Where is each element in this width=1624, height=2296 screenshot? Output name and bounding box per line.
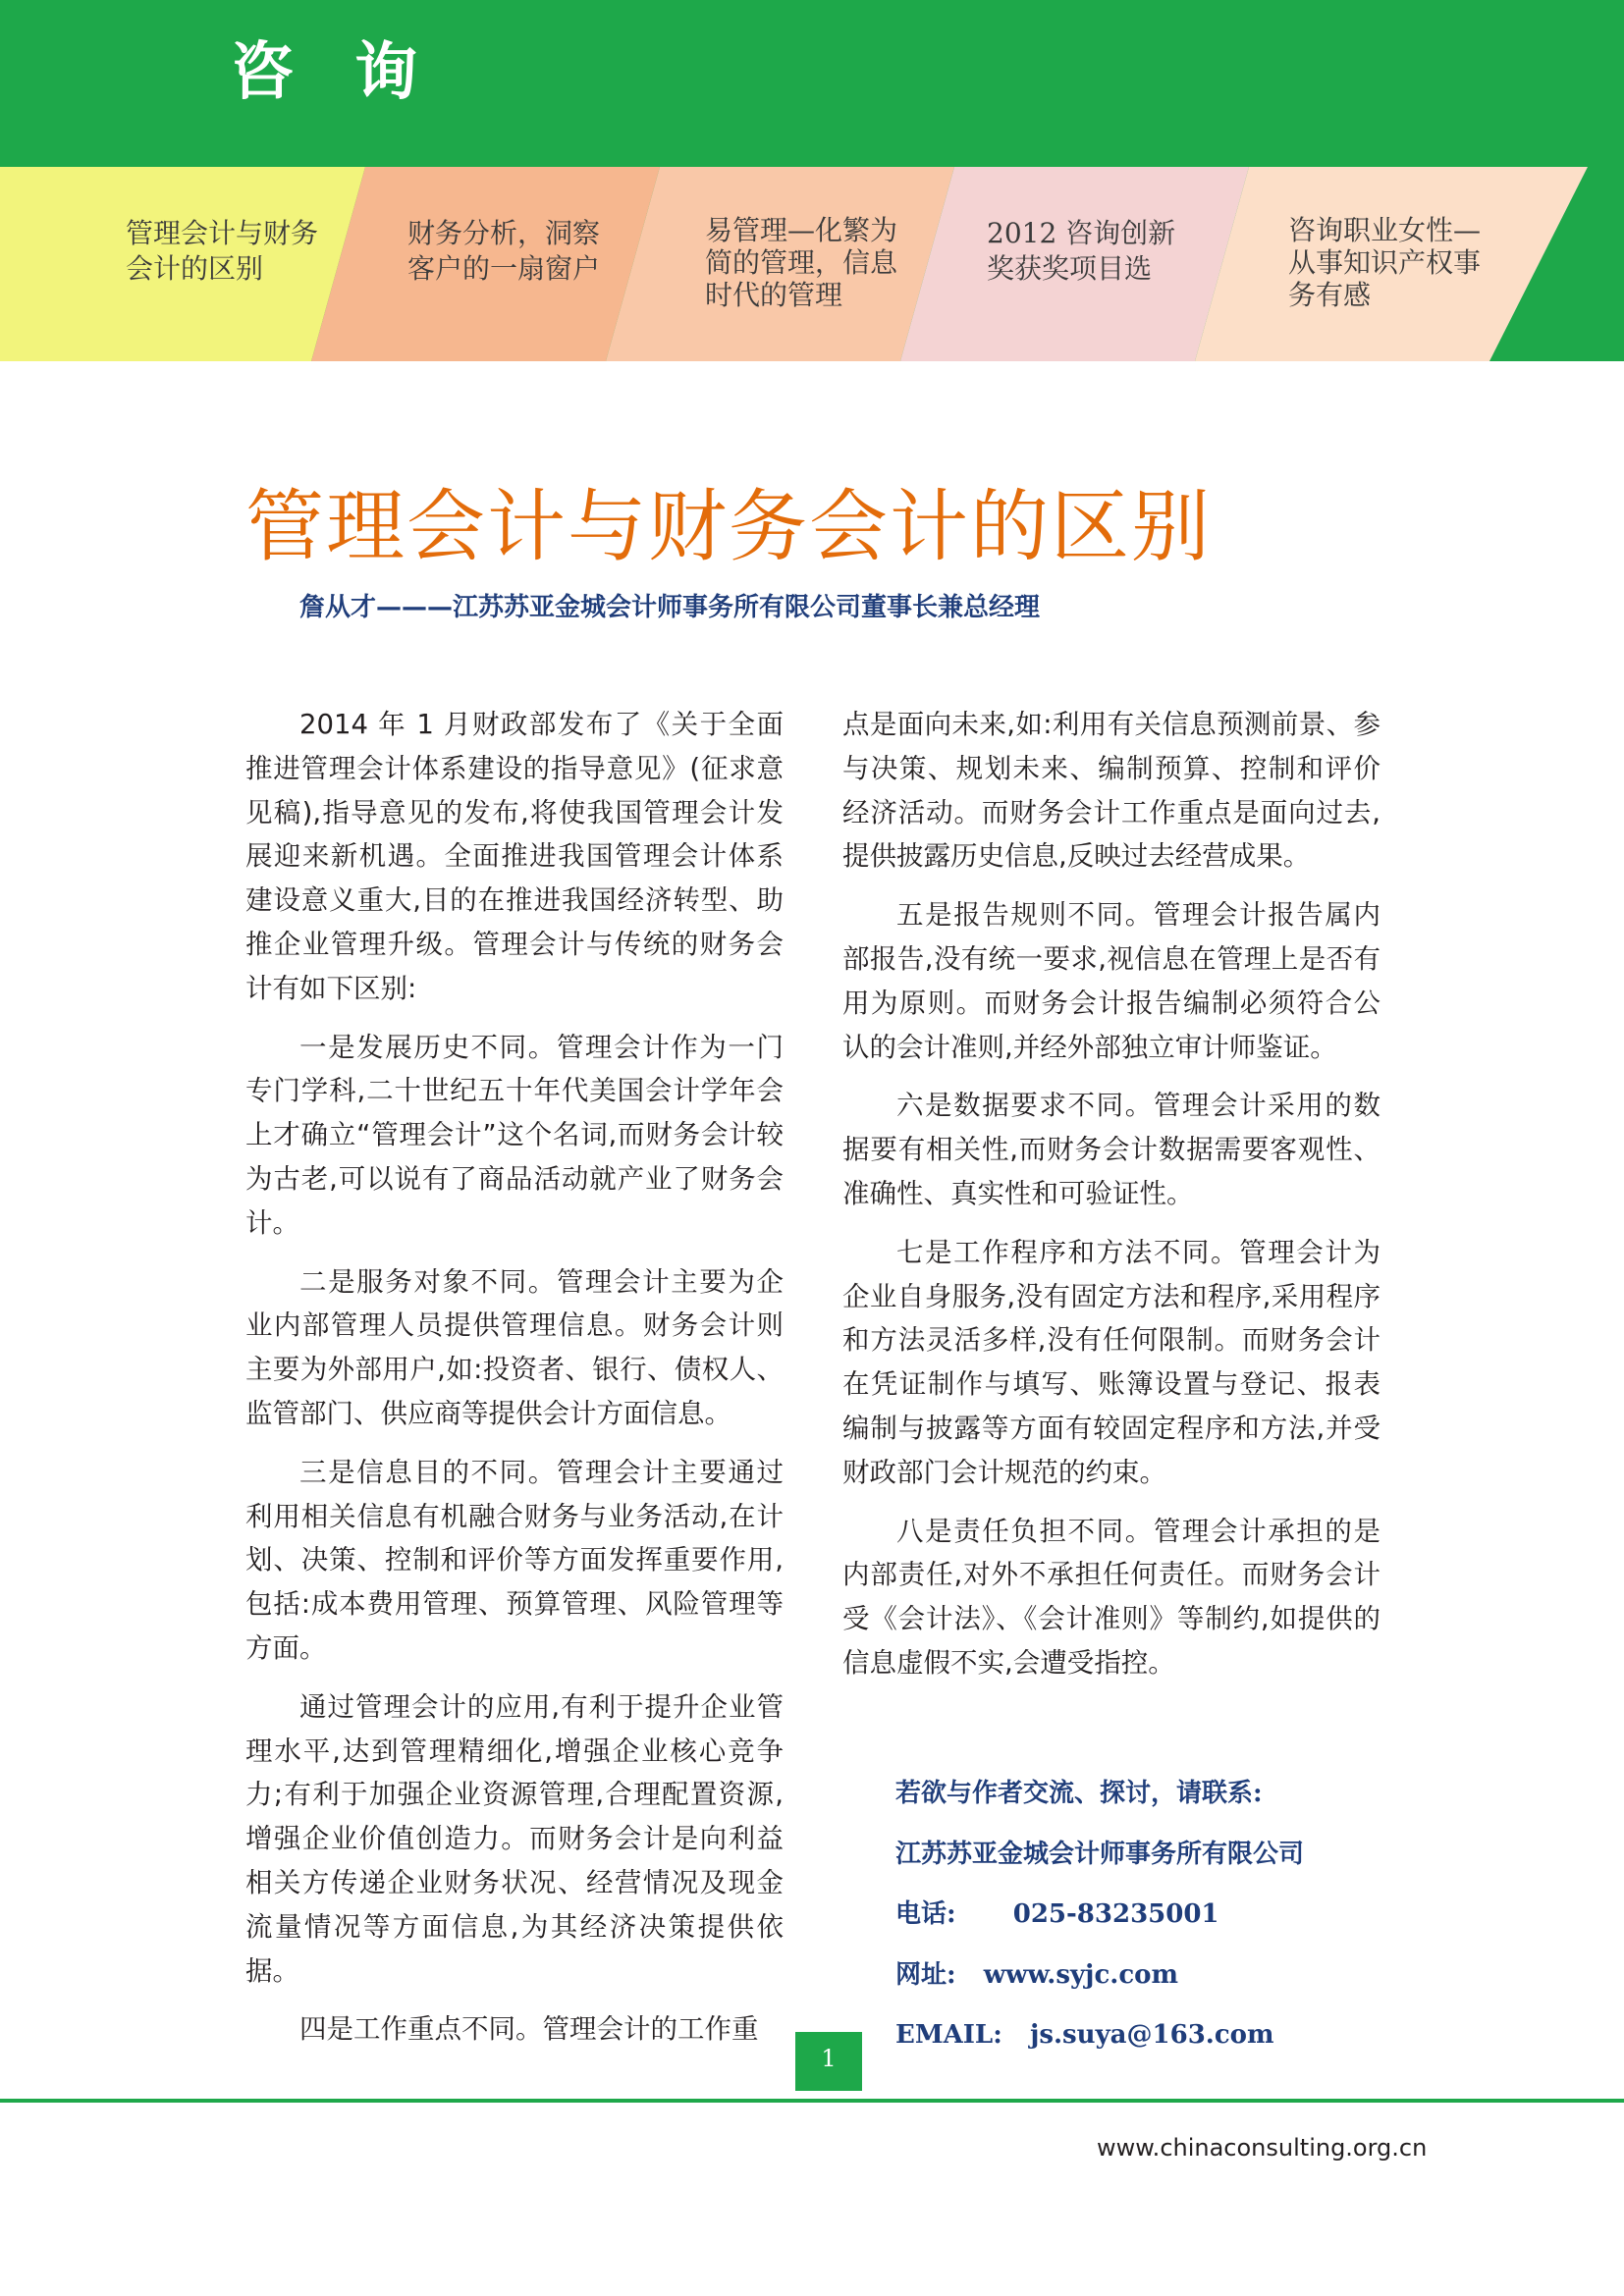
- paragraph-application: 通过管理会计的应用,有利于提升企业管理水平,达到管理精细化,增强企业核心竞争力;有利于加强企业资源管理,合理配置资源,增强企业价值创造力。而财务会计是向利益相关方传递企业财务状况、经营情况及现金流量情况等方面信息,为其经济决策提供依据。: [245, 1690, 784, 1987]
- contact-email-link[interactable]: js.suya@163.com: [1029, 2020, 1274, 2050]
- contact-phone-row: [895, 1885, 1304, 1946]
- contact-phone-label: 电话:: [895, 1899, 956, 1929]
- paragraph-point-3: 三是信息目的不同。管理会计主要通过利用相关信息有机融合财务与业务活动,在计划、决策、控制和评价等方面发挥重要作用,包括:成本费用管理、预算管理、风险管理等方面。: [245, 1456, 784, 1664]
- contact-web-label: 网址:: [895, 1959, 956, 1990]
- footer-divider: [0, 2099, 1624, 2103]
- section-title: 咨询: [231, 35, 478, 109]
- tab-easy-management[interactable]: 易管理—化繁为简的管理，信息时代的管理: [705, 214, 898, 311]
- paragraph-point-2: 二是服务对象不同。管理会计主要为企业内部管理人员提供管理信息。财务会计则主要为外部用户,如:投资者、银行、债权人、监管部门、供应商等提供会计方面信息。: [245, 1265, 784, 1429]
- paragraph-point-6: 六是数据要求不同。管理会计采用的数据要有相关性,而财务会计数据需要客观性、准确性、真实性和可验证性。: [842, 1090, 1380, 1209]
- contact-phone[interactable]: 025-83235001: [1012, 1899, 1219, 1929]
- article-byline: 詹从才———江苏苏亚金城会计师事务所有限公司董事长兼总经理: [299, 593, 1041, 622]
- tab-consulting-women[interactable]: 咨询职业女性—从事知识产权事务有感: [1288, 214, 1482, 311]
- article-title: 管理会计与财务会计的区别: [245, 481, 1212, 572]
- contact-intro: 若欲与作者交流、探讨，请联系:: [895, 1779, 1263, 1808]
- contact-web-row: [895, 1946, 1304, 2006]
- contact-email-label: EMAIL:: [895, 2020, 1002, 2050]
- footer-site-link[interactable]: www.chinaconsulting.org.cn: [1097, 2134, 1428, 2162]
- paragraph-intro: 2014 年 1 月财政部发布了《关于全面推进管理会计体系建设的指导意见》(征求意见稿),指导意见的发布,将使我国管理会计发展迎来新机遇。全面推进我国管理会计体系建设意义重大,目的在推进我国经济转型、助推企业管理升级。管理会计与传统的财务会计有如下区别:: [245, 709, 784, 1004]
- paragraph-point-5: 五是报告规则不同。管理会计报告属内部报告,没有统一要求,视信息在管理上是否有用为原则。而财务会计报告编制必须符合公认的会计准则,并经外部独立审计师鉴证。: [842, 899, 1380, 1063]
- paragraph-point-7: 七是工作程序和方法不同。管理会计为企业自身服务,没有固定方法和程序,采用程序和方法灵活多样,没有任何限制。而财务会计在凭证制作与填写、账簿设置与登记、报表编制与披露等方面有较固定程序和方法,并受财政部门会计规范的约束。: [842, 1236, 1380, 1488]
- paragraph-point-4-start: 四是工作重点不同。管理会计的工作重: [299, 2013, 759, 2046]
- paragraph-point-1: 一是发展历史不同。管理会计作为一门专门学科,二十世纪五十年代美国会计学年会上才确立“管理会计”这个名词,而财务会计较为古老,可以说有了商品活动就产业了财务会计。: [245, 1031, 784, 1239]
- tab-innovation-award[interactable]: 2012 咨询创新奖获奖项目选: [987, 217, 1176, 285]
- left-column: [245, 703, 784, 2066]
- right-column: [842, 703, 1380, 1700]
- contact-web-link[interactable]: www.syjc.com: [983, 1959, 1179, 1990]
- page-number: 1: [795, 2032, 862, 2091]
- tab-financial-analysis[interactable]: 财务分析，洞察客户的一扇窗户: [407, 217, 601, 285]
- tab-management-vs-financial[interactable]: 管理会计与财务会计的区别: [126, 217, 319, 285]
- contact-company: 江苏苏亚金城会计师事务所有限公司: [895, 1839, 1305, 1869]
- contact-email-row: [895, 2005, 1304, 2066]
- paragraph-point-4-cont: 点是面向未来,如:利用有关信息预测前景、参与决策、规划未来、编制预算、控制和评价经济活动。而财务会计工作重点是面向过去,提供披露历史信息,反映过去经营成果。: [842, 709, 1380, 873]
- paragraph-point-8: 八是责任负担不同。管理会计承担的是内部责任,对外不承担任何责任。而财务会计受《会计法》、《会计准则》等制约,如提供的信息虚假不实,会遭受指控。: [842, 1515, 1380, 1679]
- contact-block: [895, 1764, 1304, 2066]
